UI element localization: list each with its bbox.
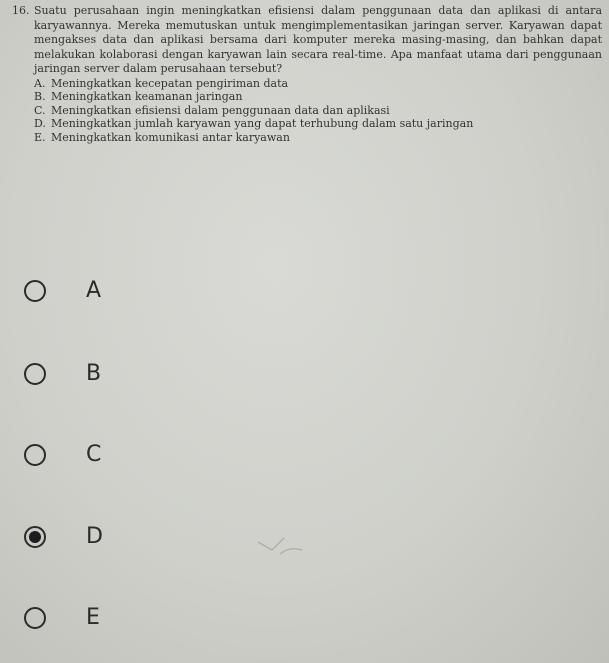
option-d[interactable] xyxy=(24,524,103,549)
radio-button-a[interactable] xyxy=(24,280,46,302)
choice-letter: C. xyxy=(34,103,46,117)
radio-button-c[interactable] xyxy=(24,444,46,466)
option-label-c: C xyxy=(86,442,102,467)
radio-button-b[interactable] xyxy=(24,363,46,385)
option-c[interactable] xyxy=(24,442,101,467)
radio-button-d[interactable] xyxy=(24,526,46,548)
choice-letter: D. xyxy=(34,117,46,131)
choice-text: Meningkatkan kecepatan pengiriman data xyxy=(51,76,289,90)
radio-button-e[interactable] xyxy=(24,607,46,629)
option-label-e: E xyxy=(86,605,100,630)
choice-letter: E. xyxy=(34,130,46,144)
question-text: Suatu perusahaan ingin meningkatkan efisiensi dalam penggunaan data dan aplikasi di antara karyawannya. Mereka memutuskan untuk mengimplementasikan jaringan server. Karyawan dapat mengakses data dan aplikasi bersama dari komputer mereka masing-masing, dan bahkan dapat melakukan kolaborasi dengan karyawan lain secara real-time. Apa manfaat utama dari penggunaan jaringan server dalam perusahaan tersebut? xyxy=(34,4,602,76)
choice-letter: A. xyxy=(34,76,46,90)
choice-text: Meningkatkan komunikasi antar karyawan xyxy=(51,130,290,144)
option-label-a: A xyxy=(86,278,102,303)
choice-letter: B. xyxy=(34,90,46,104)
option-a[interactable] xyxy=(24,278,101,303)
question-number: 16. xyxy=(12,4,30,17)
option-b[interactable] xyxy=(24,361,101,386)
choice-text: Meningkatkan jumlah karyawan yang dapat terhubung dalam satu jaringan xyxy=(51,117,474,131)
option-e[interactable] xyxy=(24,605,100,630)
option-label-d: D xyxy=(86,524,103,549)
radio-selected-dot-icon xyxy=(29,531,41,543)
choice-text: Meningkatkan keamanan jaringan xyxy=(51,90,243,104)
choice-text: Meningkatkan efisiensi dalam penggunaan data dan aplikasi xyxy=(51,103,390,117)
option-label-b: B xyxy=(86,361,102,386)
